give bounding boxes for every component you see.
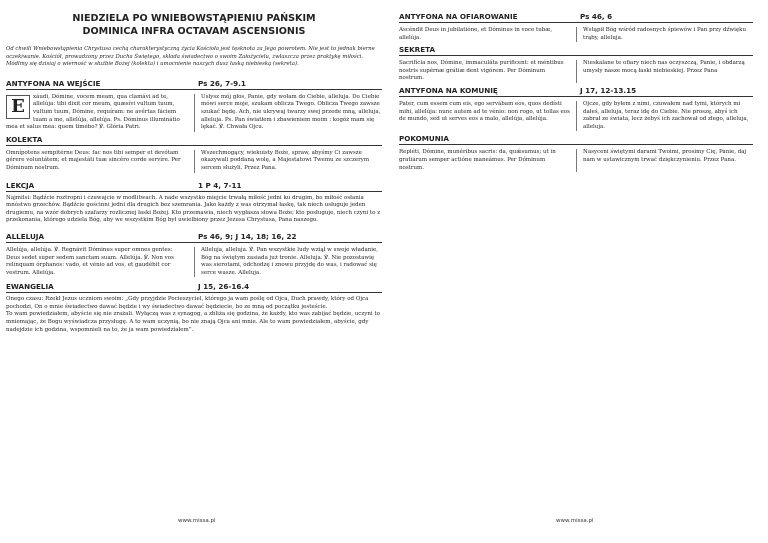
secret-polish: Nieskalane te ofiary niech nas oczyszczą, Panie, i obdarzą umysły nasze mocą łaski niebieskiej. Przez Pana [576,60,753,83]
offertory-section [399,12,753,42]
initial-letter: E [6,95,30,119]
introit-polish: Usłysz mój głos, Panie, gdy wołam do Ciebie, alleluja. Do Ciebie mówi serce moje, szukam oblicza Twego. Oblicza Twego zawsze szukać będę. Ach, nie ukrywaj twarzy swej przede mną, alleluja, alleluja. Ps. Pan światłem i zbawieniem moim : kogóż mam się lękać. ℣. Chwała Ojcu. [194,94,382,132]
collect-latin: Omnípotens sempitérne Deus: fac nos tibi semper et devótam gérere voluntátem; et majestáti tuæ sincéro corde servíre. Per Dóminum nostrum. [6,149,181,171]
secret-heading: SEKRETA [399,45,753,56]
introit-section [6,79,382,132]
title-polish: NIEDZIELA PO WNIEBOWSTĄPIENIU PAŃSKIM [72,13,316,24]
gospel-ref: J 15, 26-16.4 [198,282,250,292]
alleluia-latin: Allelúja, allelúja. ℣. Regnávit Dóminus super omnes gentes: Deus sedet super sedem sanctam suam. Allelúja. ℣. Non vos relínquam órphanos: vado, et vénio ad vos, et gaudébit cor vestrum. Allelúja. [6,246,174,276]
lesson-text: Najmilsi: Bądźcie roztropni i czuwajcie w modlitwach. A nade wszystko miejcie trwałą miłość jedni ku drugim, bo miłość osłania mnóstwo grzechów. Bądźcie gościnni jedni dla drugich bez szemrania. Jako każdy z was otrzymał łaskę, tak niech usługuje jeden drugiemu, na wzór dobrych szafarzy rozlicznej łaski Bożej. Kto przemawia, niech wygłasza słowa Boże; kto posługuje, niech czyni to z przekonania, którego udziela Bóg, aby we wszystkim Bóg był uwielbiony przez Jezusa Chrystusa, Pana naszego. [6,194,381,224]
gospel-section [6,282,382,334]
offertory-ref: Ps 46, 6 [580,12,613,21]
communion-heading-row [399,86,753,97]
gospel-heading-row [6,282,382,293]
intro-text: Od chwili Wniebowstąpienia Chrystusa cechą charakterystyczną życia Kościoła jest tęsknota za Jego powrotem. Nie jest to jednak bierne oczekiwanie. Kościół, prowadzony przez Ducha Świętego, składa świadectwo o swoim Założycielu, zwłaszcza przez praktykę miłości. Módlmy się dzisiaj o wierność w służbie Bożej (kolekta) i umocnienie naszych dusz łaską niebieską (sekreta). [6,46,375,68]
alleluia-ref: Ps 46, 9; J 14, 18; 16, 22 [198,231,297,241]
introit-latin-block [6,94,194,132]
offertory-body [399,27,753,42]
introit-body [6,94,382,132]
collect-heading: KOLEKTA [6,135,382,146]
footer-left: www.missa.pl [178,518,216,524]
gospel-text-1: Onego czasu: Rzekł Jezus uczniom swoim: „Gdy przyjdzie Pocieszyciel, którego ja wam poślę od Ojca, Duch prawdy, który od Ojca pochodzi, On o mnie świadectwo dawać będzie i wy świadectwo dawać będziecie, bo ze mną od początku jesteście. [6,296,369,310]
alleluia-body [6,247,382,277]
lesson-heading-row [6,181,382,192]
communion-body [399,101,753,131]
communion-polish: Ojcze, gdy byłem z nimi, czuwałem nad tymi, których mi dałeś, alleluja, teraz idę do Ciebie. Nie proszę, abyś ich zabrał ze świata, lecz żebyś ich zachował od złego, alleluja, alleluja. [576,101,753,131]
communion-heading: ANTYFONA NA KOMUNIĘ [399,85,498,95]
title-latin: DOMINICA INFRA OCTAVAM ASCENSIONIS [82,26,306,37]
postcommunion-body [399,149,753,172]
secret-latin: Sacrifícia nos, Dómine, immaculáta puríficent: et méntibus nostris supérnæ grátiæ dent vigórem. Per Dóminum nostrum. [399,60,564,82]
offertory-heading: ANTYFONA NA OFIAROWANIE [399,12,518,21]
lesson-heading: LEKCJA [6,180,35,190]
page-title [6,12,382,38]
alleluia-heading-row [6,232,382,243]
footer-right: www.missa.pl [556,518,594,524]
communion-latin: Pater, cum essem cum eis, ego servábam eos, quos dedísti mihi, allelúja: nunc autem ad te vénio: non rogo, ut tollas eos de mundo, sed ut serves eos a malo, allelúja, allelúja. [399,100,570,123]
left-page [6,12,382,334]
introit-heading: ANTYFONA NA WEJŚCIE [6,78,101,88]
offertory-latin: Ascéndit Deus in jubilatióne, et Dóminus in voce tubæ, allelúja. [399,27,553,41]
alleluia-heading: ALLELUJA [6,231,45,241]
secret-body [399,60,753,83]
communion-section [399,86,753,131]
offertory-polish: Wstąpił Bóg wśród radosnych śpiewów i Pan przy dźwięku trąby, alleluja. [576,27,753,42]
alleluia-polish: Alleluja, alleluja. ℣. Pan wszystkie ludy wziął w swoje władanie, Bóg na świętym zasiada już tronie. Alleluja. ℣. Nie pozostawię was sierotami, odchodzę i znowu przyjdę do was, i radować się serce wasze. Alleluja. [194,247,382,277]
introit-latin: xáudi, Dómine, vocem meam, qua clamávi ad te, allelúja: tibi dixit cor meum, quæsívi vultum tuum, vultum tuum, Dómine, requíram: ne avértas fáciem tuam a me, allelúja, allelúja. Ps. Dóminus illuminátio mea et salus mea: quem timébo? ℣. Glória Patri. [6,93,180,131]
secret-section [399,45,753,83]
collect-polish: Wszechmogący, wiekuisty Boże, spraw, abyśmy Ci zawsze okazywali poddaną wolę, a Majestatowi Twemu ze szczerym sercem służyli. Przez Pana. [194,150,382,173]
lesson-section [6,181,382,225]
lesson-ref: 1 P 4, 7-11 [198,180,242,190]
introit-ref: Ps 26, 7-9.1 [198,78,246,88]
gospel-heading: EWANGELIA [6,282,54,292]
communion-ref: J 17, 12-13.15 [580,85,637,95]
collect-body [6,150,382,173]
right-page [399,12,753,172]
postcommunion-polish: Nasyceni świętymi darami Twoimi, prosimy Cię, Panie, daj nam w ustawicznym trwać dziękczynieniu. Przez Pana. [576,149,753,172]
postcommunion-section [399,134,753,172]
alleluia-section [6,232,382,277]
introit-heading-row [6,79,382,90]
offertory-heading-row [399,12,753,23]
gospel-text-2: To wam powiedziałem, abyście się nie zrażali. Wyłączą was z synagog, a zbliża się godzina, że każdy, kto was zabijać będzie, uczyni to mniemając, że Bogu wyświadcza przysługę. A to wam uczynią, bo nie znają Ojca ani mnie. Ale to wam powiedziałem, abyście, gdy nadejdzie ich godzina, wspomnieli na to, że ja wam powiedziałem”. [6,311,380,333]
postcommunion-heading: POKOMUNIA [399,134,753,145]
collect-section [6,135,382,173]
postcommunion-latin: Repléti, Dómine, munéribus sacris: da, quǽsumus; ut in gratiárum semper actióne maneámus. Per Dóminum nostrum. [399,149,556,171]
